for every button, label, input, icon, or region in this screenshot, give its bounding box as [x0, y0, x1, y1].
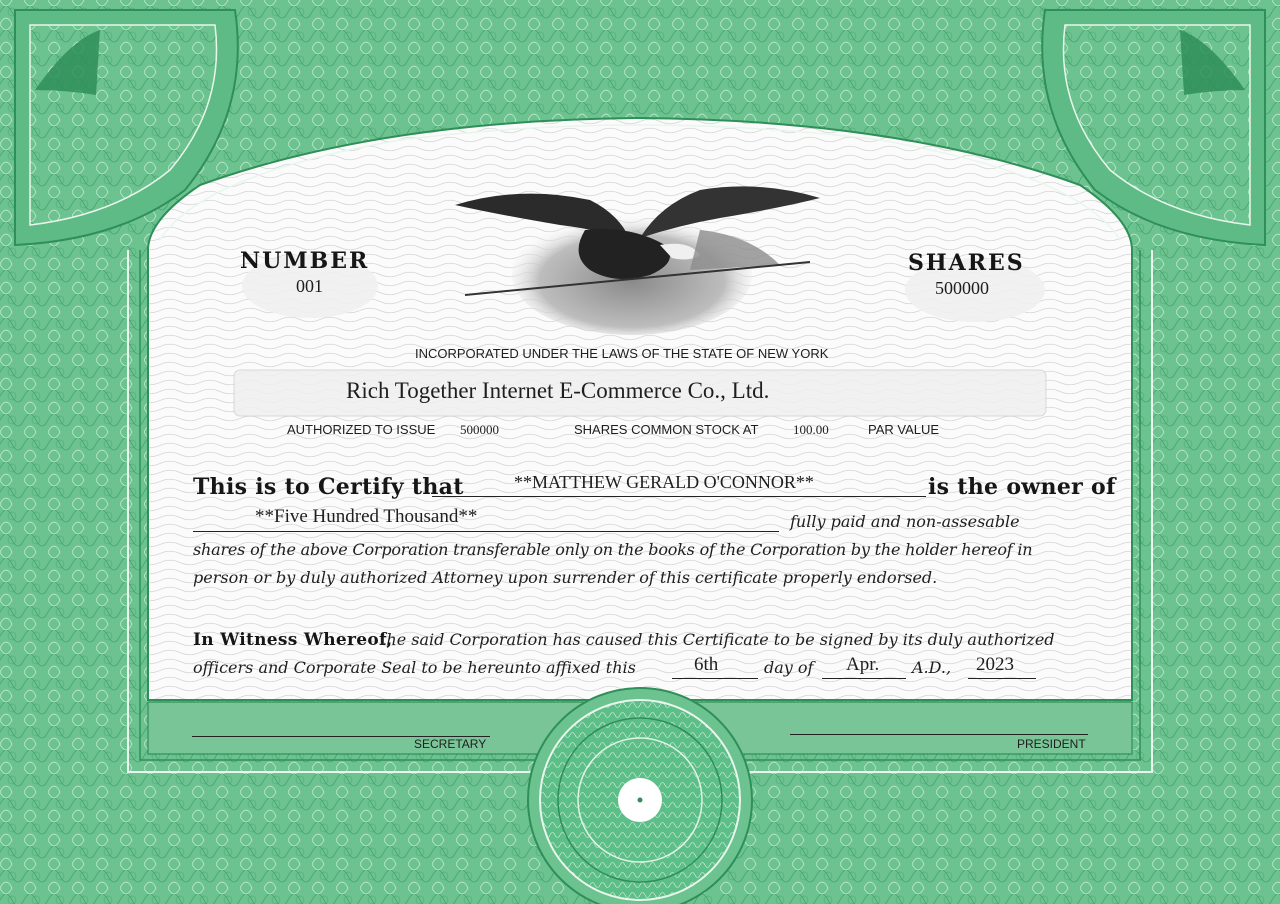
transfer-clause-line-1: shares of the above Corporation transferable only on the books of the Corporation by the holder hereof in [193, 540, 1033, 559]
shares-count: 500000 [935, 278, 989, 298]
authorized-label: AUTHORIZED TO ISSUE [287, 422, 436, 437]
incorporation-statement: INCORPORATED UNDER THE LAWS OF THE STATE OF NEW YORK [415, 346, 829, 361]
stock-label: SHARES COMMON STOCK AT [574, 422, 759, 437]
ad-label: A.D., [912, 658, 952, 677]
certificate-number: 001 [296, 276, 323, 296]
day-of-label: day of [764, 658, 814, 677]
par-value-label: PAR VALUE [868, 422, 940, 437]
par-value: 100.00 [793, 422, 829, 437]
owner-suffix: is the owner of [928, 474, 1116, 500]
corporate-seal [528, 688, 752, 904]
secretary-label: SECRETARY [414, 737, 487, 751]
authorized-shares: 500000 [460, 422, 499, 437]
president-label: PRESIDENT [1017, 737, 1086, 751]
fully-paid-text: fully paid and non-assesable [790, 512, 1020, 531]
company-name: Rich Together Internet E-Commerce Co., Ltd. [346, 378, 770, 403]
affix-text: officers and Corporate Seal to be hereunto affixed this [193, 658, 636, 677]
month-value: Apr. [846, 654, 880, 675]
transfer-clause-line-2: person or by duly authorized Attorney upon surrender of this certificate properly endorsed. [193, 568, 938, 587]
share-words: **Five Hundred Thousand** [255, 506, 478, 527]
president-signature-line [790, 720, 1088, 735]
certify-prefix: This is to Certify that [193, 474, 464, 500]
witness-text: the said Corporation has caused this Certificate to be signed by its duly authorized [380, 630, 1055, 649]
holder-name: **MATTHEW GERALD O'CONNOR** [514, 472, 814, 492]
shares-label: SHARES [908, 250, 1025, 276]
day-value: 6th [694, 654, 719, 675]
year-value: 2023 [976, 654, 1014, 675]
number-label: NUMBER [240, 248, 370, 274]
secretary-signature-line [192, 722, 490, 737]
witness-heading: In Witness Whereof, [193, 630, 393, 650]
